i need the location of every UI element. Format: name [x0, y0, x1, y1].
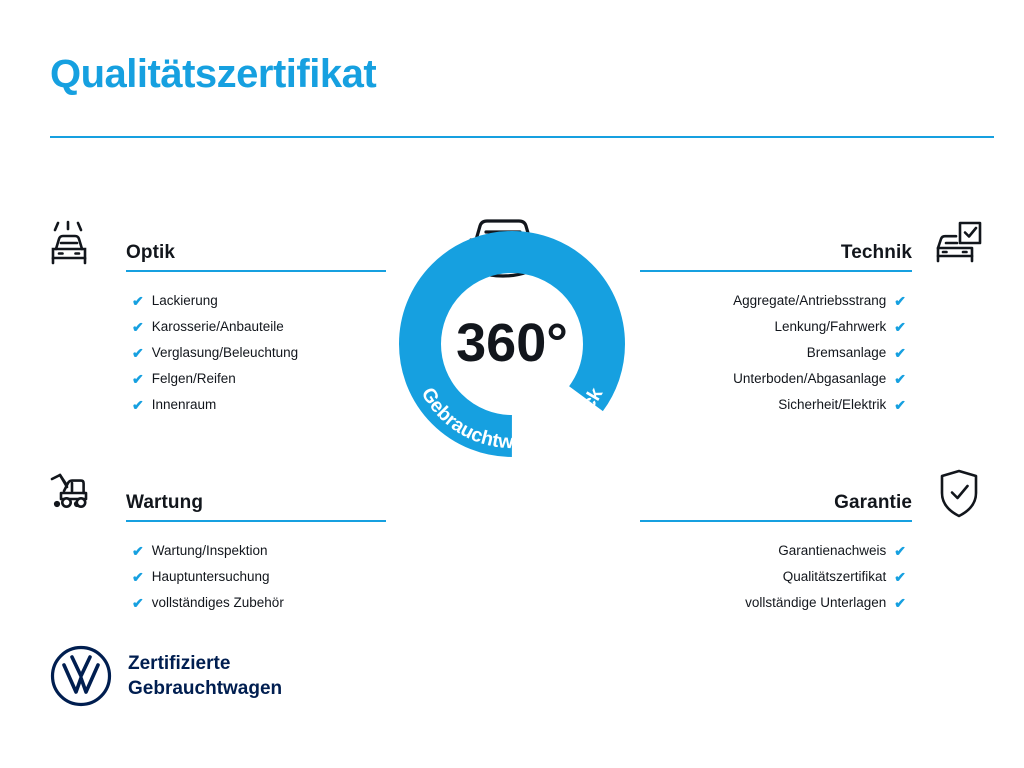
section-wartung-title-wrap — [108, 492, 386, 522]
shield-check-icon — [930, 466, 992, 522]
list-item-label: Sicherheit/Elektrik — [778, 397, 887, 412]
right-column — [640, 210, 992, 616]
car-wash-icon — [46, 216, 108, 272]
section-garantie-underline — [640, 520, 912, 522]
section-wartung-title: Wartung — [126, 492, 204, 513]
section-wartung-header — [46, 460, 386, 522]
check-icon: ✔ — [132, 371, 144, 387]
section-technik-header — [640, 210, 992, 272]
list-item — [46, 366, 386, 392]
list-item-label: Karosserie/Anbauteile — [151, 319, 284, 334]
check-icon: ✔ — [132, 595, 144, 611]
list-item — [640, 392, 992, 418]
list-item-label: Garantienachweis — [778, 543, 887, 558]
badge-degrees: 360° — [456, 313, 568, 373]
section-optik-title: Optik — [126, 242, 176, 263]
list-item — [46, 314, 386, 340]
list-item-label: Qualitätszertifikat — [782, 569, 887, 584]
list-item-label: Verglasung/Beleuchtung — [151, 345, 299, 360]
list-item-label: vollständige Unterlagen — [745, 595, 887, 610]
check-icon: ✔ — [894, 345, 906, 361]
list-item — [640, 538, 992, 564]
list-item — [640, 366, 992, 392]
check-icon: ✔ — [894, 371, 906, 387]
list-item — [640, 590, 992, 616]
check-icon: ✔ — [132, 293, 144, 309]
badge-ring-text: Gebrauchtwagen-Check — [416, 383, 608, 454]
list-item-label: Aggregate/Antriebsstrang — [733, 293, 887, 308]
check-icon: ✔ — [894, 569, 906, 585]
list-item-label: Bremsanlage — [806, 345, 887, 360]
section-garantie-title: Garantie — [834, 492, 912, 513]
check-icon: ✔ — [894, 319, 906, 335]
section-technik-title-wrap — [640, 242, 930, 272]
check-icon: ✔ — [132, 569, 144, 585]
section-optik-underline — [126, 270, 386, 272]
list-item — [640, 564, 992, 590]
page-title: Qualitätszertifikat — [50, 52, 377, 96]
section-wartung-underline — [126, 520, 386, 522]
volkswagen-logo — [50, 645, 112, 707]
list-item-label: Innenraum — [151, 397, 217, 412]
footer-line-1: Zertifizierte — [128, 653, 231, 674]
right-column-spacer — [640, 418, 992, 460]
check-icon: ✔ — [132, 543, 144, 559]
section-garantie-header — [640, 460, 992, 522]
section-technik-title: Technik — [840, 242, 912, 263]
list-item-label: Unterboden/Abgasanlage — [733, 371, 887, 386]
list-item — [46, 340, 386, 366]
section-garantie — [640, 460, 992, 616]
section-optik-items — [46, 288, 386, 418]
section-optik-header — [46, 210, 386, 272]
center-badge — [370, 196, 654, 486]
footer-text — [128, 651, 282, 701]
check-icon: ✔ — [894, 595, 906, 611]
footer — [50, 645, 282, 707]
list-item — [46, 564, 386, 590]
section-technik — [640, 210, 992, 418]
section-technik-items — [640, 288, 992, 418]
list-item — [640, 288, 992, 314]
list-item — [46, 392, 386, 418]
section-wartung-items — [46, 538, 386, 616]
section-garantie-title-wrap — [640, 492, 930, 522]
list-item — [46, 288, 386, 314]
check-icon: ✔ — [894, 397, 906, 413]
list-item-label: Hauptuntersuchung — [151, 569, 270, 584]
list-item-label: Lenkung/Fahrwerk — [774, 319, 887, 334]
check-icon: ✔ — [132, 397, 144, 413]
title-divider — [50, 136, 994, 138]
list-item — [46, 538, 386, 564]
list-item-label: Wartung/Inspektion — [151, 543, 268, 558]
check-icon: ✔ — [132, 345, 144, 361]
car-lift-service-icon — [46, 466, 108, 522]
list-item — [640, 340, 992, 366]
car-checklist-icon — [930, 216, 992, 272]
left-column — [46, 210, 386, 616]
footer-line-2: Gebrauchtwagen — [128, 678, 283, 699]
section-optik-title-wrap — [108, 242, 386, 272]
section-garantie-items — [640, 538, 992, 616]
list-item-label: vollständiges Zubehör — [151, 595, 284, 610]
section-wartung — [46, 460, 386, 616]
list-item-label: Lackierung — [151, 293, 218, 308]
list-item — [640, 314, 992, 340]
check-icon: ✔ — [132, 319, 144, 335]
section-technik-underline — [640, 270, 912, 272]
list-item-label: Felgen/Reifen — [151, 371, 236, 386]
left-column-spacer — [46, 418, 386, 460]
section-optik — [46, 210, 386, 418]
list-item — [46, 590, 386, 616]
check-icon: ✔ — [894, 293, 906, 309]
check-icon: ✔ — [894, 543, 906, 559]
